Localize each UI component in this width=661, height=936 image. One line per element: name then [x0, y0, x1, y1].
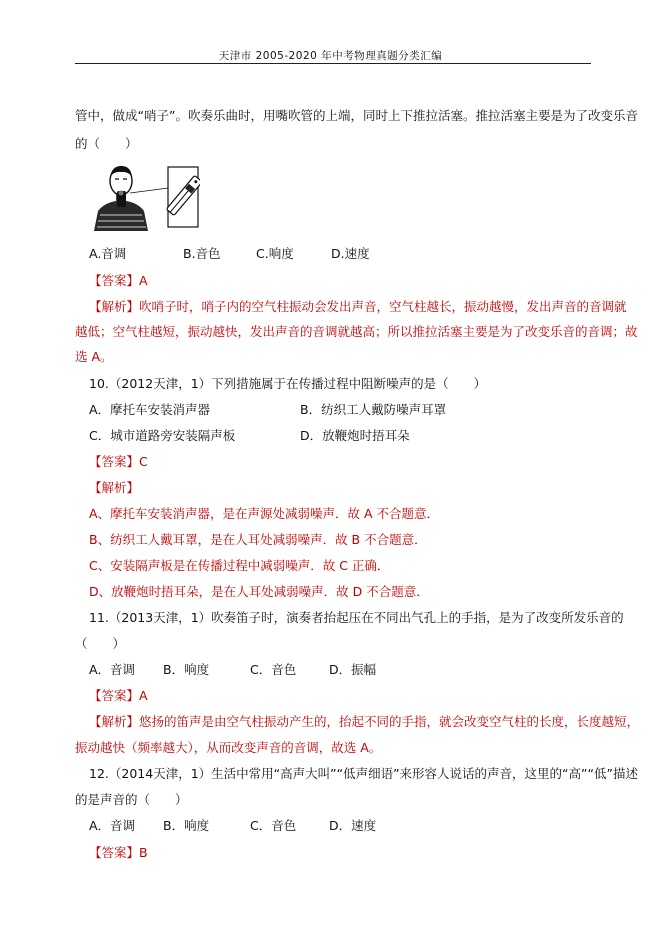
q10-analysis-line3: C、安装隔声板是在传播过程中减弱噪声．故 C 正确．	[89, 558, 390, 573]
q10-option-a: A．摩托车安装消声器	[89, 402, 211, 417]
q9-stem-line2: 的（ ）	[75, 136, 138, 151]
q10-analysis-label: 【解析】	[89, 480, 140, 495]
answer-value: A	[139, 273, 148, 288]
q11-analysis-line2: 振动越快（频率越大），从而改变声音的音调，故选 A。	[75, 740, 382, 755]
q11-analysis-line1	[89, 714, 639, 730]
q10-analysis-line2: B、纺织工人戴耳罩，是在人耳处减弱噪声．故 B 不合题意．	[89, 532, 427, 547]
header-rule	[75, 63, 591, 64]
q10-analysis-line1: A、摩托车安装消声器，是在声源处减弱噪声．故 A 不合题意．	[89, 506, 440, 521]
q12-stem-line1: 12.（2014天津，1）生活中常用“高声大叫”“低声细语”来形容人说话的声音，这里的“高”“低”描述	[89, 766, 638, 781]
q10-option-c: C．城市道路旁安装隔声板	[89, 428, 236, 443]
q11-stem-line2: （ ）	[75, 636, 126, 651]
q9-option-c: C.响度	[256, 246, 294, 261]
person-blowing-whistle-icon	[92, 163, 200, 231]
q9-answer	[89, 273, 148, 289]
q12-option-b: B．响度	[163, 818, 210, 833]
q9-option-d: D.速度	[331, 246, 370, 261]
answer-label: 【答案】	[89, 454, 140, 469]
analysis-label: 【解析】	[89, 299, 140, 314]
q11-stem-line1: 11.（2013天津，1）吹奏笛子时，演奏者抬起压在不同出气孔上的手指，是为了改变所发乐音的	[89, 610, 624, 625]
answer-label: 【答案】	[89, 845, 140, 860]
answer-value: B	[139, 845, 148, 860]
q10-stem: 10.（2012天津，1）下列措施属于在传播过程中阻断噪声的是（ ）	[89, 376, 487, 391]
q9-stem-line1: 管中，做成“哨子”。吹奏乐曲时，用嘴吹管的上端，同时上下推拉活塞。推拉活塞主要是为了改变乐音	[75, 108, 638, 123]
analysis-text: 悠扬的笛声是由空气柱振动产生的，抬起不同的手指，就会改变空气柱的长度，长度越短，	[139, 714, 640, 729]
q12-stem-line2: 的是声音的（ ）	[75, 792, 188, 807]
answer-label: 【答案】	[89, 273, 140, 288]
q9-option-a: A.音调	[89, 246, 127, 261]
q10-analysis-line4: D、放鞭炮时捂耳朵，是在人耳处减弱噪声．故 D 不合题意．	[89, 584, 429, 599]
q11-option-b: B．响度	[163, 662, 210, 677]
analysis-text: 吹哨子时，哨子内的空气柱振动会发出声音，空气柱越长，振动越慢，发出声音的音调就	[139, 299, 627, 314]
q10-option-b: B．纺织工人戴防噪声耳罩	[300, 402, 447, 417]
q9-analysis-line2: 越低；空气柱越短，振动越快，发出声音的音调就越高；所以推拉活塞主要是为了改变乐音的音调；故	[75, 324, 638, 339]
q12-answer	[89, 845, 148, 861]
q12-option-c: C．音色	[250, 818, 297, 833]
q11-answer	[89, 688, 148, 704]
answer-value: A	[139, 688, 148, 703]
answer-value: C	[139, 454, 148, 469]
q9-option-b: B.音色	[183, 246, 221, 261]
analysis-label: 【解析】	[89, 714, 140, 729]
q12-option-d: D．速度	[329, 818, 377, 833]
q11-option-c: C．音色	[250, 662, 297, 677]
answer-label: 【答案】	[89, 688, 140, 703]
q11-option-a: A．音调	[89, 662, 136, 677]
q10-answer	[89, 454, 148, 470]
q9-analysis-line1	[89, 299, 627, 315]
header-title: 天津市 2005-2020 年中考物理真题分类汇编	[218, 50, 443, 62]
q12-option-a: A．音调	[89, 818, 136, 833]
q10-option-d: D．放鞭炮时捂耳朵	[300, 428, 410, 443]
q9-analysis-line3: 选 A。	[75, 349, 113, 364]
q11-option-d: D．振幅	[329, 662, 377, 677]
